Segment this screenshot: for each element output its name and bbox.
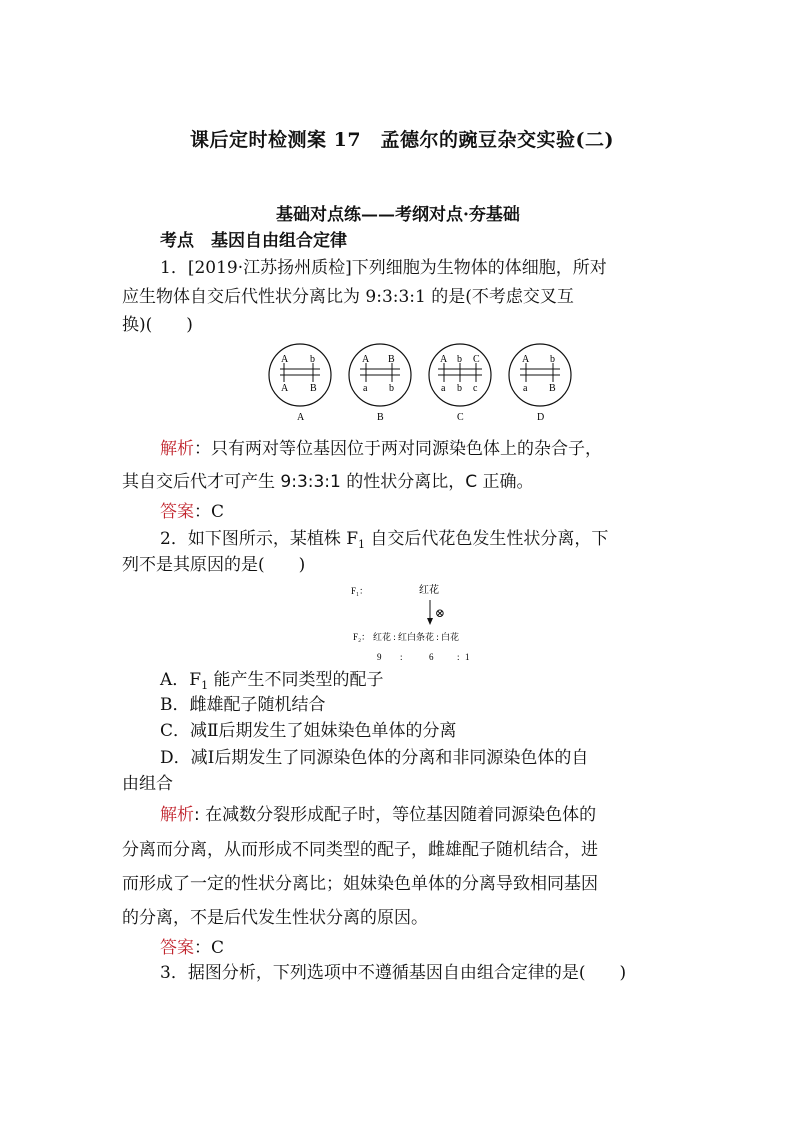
cell-b-gene-bottom-2: b: [389, 383, 394, 394]
cell-c-gene-bottom-1: a: [441, 383, 446, 394]
ratio-1: 1: [465, 652, 470, 662]
question-2-line-1: 2．如下图所示，某植株 $F_1$ 自交后代花色发生性状分离，下: [160, 529, 609, 551]
section-heading: 基础对点练——考纲对点·夯基础: [276, 205, 520, 225]
cell-d-label: D: [537, 412, 545, 423]
question-2-line-2: 列不是其原因的是( ): [122, 555, 306, 575]
cross-diagram: [345, 580, 495, 665]
answer-value: ：C: [194, 502, 225, 522]
analysis-text: ：只有两对等位基因位于两对同源染色体上的杂合子，: [194, 439, 602, 459]
f1-phenotype: 红花: [419, 585, 439, 596]
cell-a-label: A: [297, 412, 305, 423]
cell-diagram: [255, 340, 580, 425]
cell-d-gene-top-1: A: [522, 354, 530, 365]
cell-b-label: B: [377, 412, 384, 423]
question-1-answer: [160, 502, 224, 522]
answer-value: ：C: [194, 938, 225, 958]
answer-label: 答案: [160, 938, 194, 958]
option-d-line-1: D．减Ⅰ后期发生了同源染色体的分离和非同源染色体的自: [160, 748, 589, 768]
ratio-9: 9: [377, 652, 382, 662]
cell-c-gene-top-3: C: [473, 354, 480, 365]
cell-c-gene-top-2: b: [457, 354, 462, 365]
question-2-analysis-line-2: 分离而分离，从而形成不同类型的配子，雌雄配子随机结合，进: [122, 840, 598, 860]
cell-c-gene-bottom-2: b: [457, 383, 462, 394]
ratio-6: 6: [429, 652, 434, 662]
analysis-text: : 在减数分裂形成配子时，等位基因随着同源染色体的: [194, 805, 597, 825]
option-a: A．$F_1$ 能产生不同类型的配子: [160, 670, 384, 692]
f2-phenotypes: 红花 : 红白条花 : 白花: [373, 632, 460, 642]
cell-d-gene-top-2: b: [550, 354, 555, 365]
topic-heading: 考点 基因自由组合定律: [160, 231, 347, 251]
f1-label: F₁：: [351, 586, 369, 596]
cell-d: [509, 344, 571, 423]
question-1-analysis-line-1: [160, 439, 602, 459]
question-1-line-1: 1．[2019·江苏扬州质检]下列细胞为生物体的体细胞，所对: [160, 258, 607, 278]
question-1-analysis-line-2: 其自交后代才可产生 9:3:3:1 的性状分离比，C 正确。: [122, 472, 534, 492]
self-cross-icon: ⊗: [435, 606, 446, 620]
cell-a: [269, 344, 331, 423]
option-c: C．减Ⅱ后期发生了姐妹染色单体的分离: [160, 721, 457, 741]
cell-b: [349, 344, 411, 423]
f2-label: F₂：: [353, 632, 371, 642]
question-1-line-2: 应生物体自交后代性状分离比为 9:3:3:1 的是(不考虑交叉互: [122, 287, 574, 307]
question-3-line-1: 3．据图分析，下列选项中不遵循基因自由组合定律的是( ): [160, 963, 627, 983]
question-2-analysis-line-1: [160, 805, 596, 825]
cell-a-gene-bottom-2: B: [310, 383, 317, 394]
analysis-label: 解析: [160, 439, 194, 459]
cell-a-gene-top-1: A: [281, 354, 289, 365]
page-title: 课后定时检测案 17 孟德尔的豌豆杂交实验(二): [190, 129, 615, 151]
question-1-line-3: 换)( ): [122, 315, 193, 335]
answer-label: 答案: [160, 502, 194, 522]
ratio-colon-2: :: [457, 652, 460, 662]
cell-a-gene-top-2: b: [310, 354, 315, 365]
question-2-analysis-line-4: 的分离，不是后代发生性状分离的原因。: [122, 908, 428, 928]
cell-c-label: C: [457, 412, 464, 423]
ratio-colon-1: :: [400, 652, 403, 662]
question-2-answer: [160, 938, 224, 958]
cell-a-gene-bottom-1: A: [281, 383, 289, 394]
cell-c: [429, 344, 491, 423]
cell-c-gene-bottom-3: c: [473, 383, 478, 394]
analysis-label: 解析: [160, 805, 194, 825]
cell-d-gene-bottom-1: a: [523, 383, 528, 394]
question-2-analysis-line-3: 而形成了一定的性状分离比；姐妹染色单体的分离导致相同基因: [122, 874, 598, 894]
cell-b-gene-top-1: A: [362, 354, 370, 365]
cell-c-gene-top-1: A: [440, 354, 448, 365]
option-b: B．雌雄配子随机结合: [160, 695, 326, 715]
cell-d-gene-bottom-2: B: [549, 383, 556, 394]
cell-b-gene-bottom-1: a: [363, 383, 368, 394]
cell-b-gene-top-2: B: [388, 354, 395, 365]
option-d-line-2: 由组合: [122, 774, 173, 794]
